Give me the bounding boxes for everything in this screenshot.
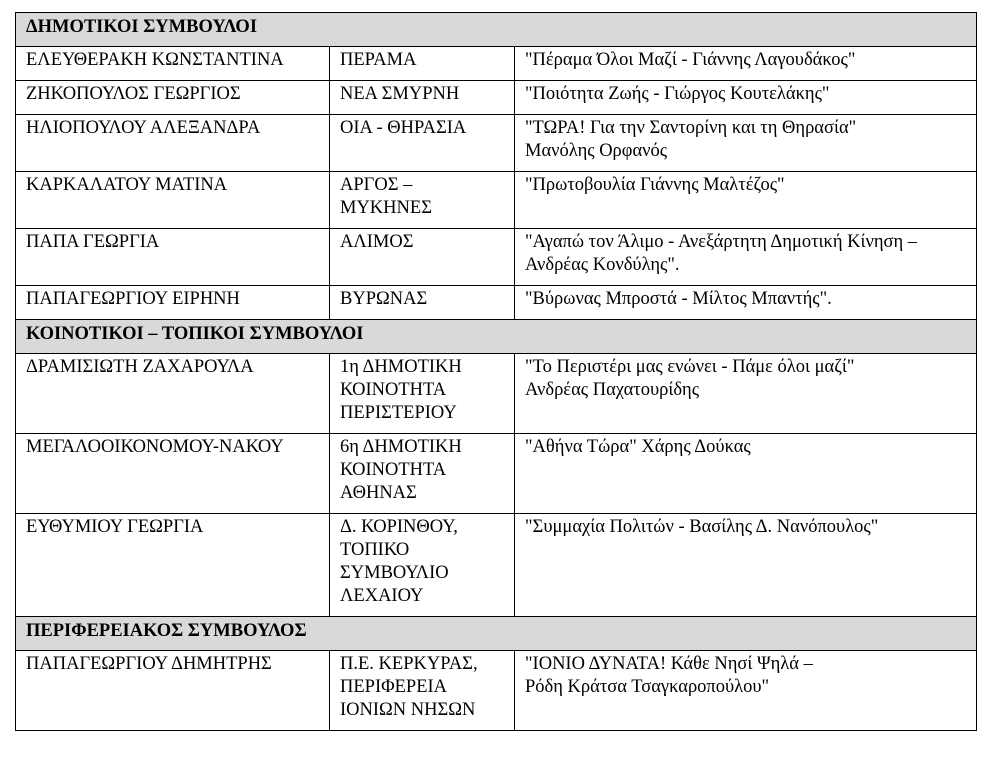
councillor-location: ΑΛΙΜΟΣ xyxy=(330,229,515,286)
table-row xyxy=(16,47,977,81)
section-title: ΔΗΜΟΤΙΚΟΙ ΣΥΜΒΟΥΛΟΙ xyxy=(16,13,977,47)
section-title: ΚΟΙΝΟΤΙΚΟΙ – ΤΟΠΙΚΟΙ ΣΥΜΒΟΥΛΟΙ xyxy=(16,320,977,354)
councillor-location: Π.Ε. ΚΕΡΚΥΡΑΣ, ΠΕΡΙΦΕΡΕΙΑ ΙΟΝΙΩΝ ΝΗΣΩΝ xyxy=(330,651,515,731)
councillor-party: "Πέραμα Όλοι Μαζί - Γιάννης Λαγουδάκος" xyxy=(515,47,977,81)
section-header-row xyxy=(16,617,977,651)
councillor-party: "Συμμαχία Πολιτών - Βασίλης Δ. Νανόπουλος" xyxy=(515,514,977,617)
councillor-party: "Πρωτοβουλία Γιάννης Μαλτέζος" xyxy=(515,172,977,229)
councillor-party: "Βύρωνας Μπροστά - Μίλτος Μπαντής". xyxy=(515,286,977,320)
councillor-location: ΒΥΡΩΝΑΣ xyxy=(330,286,515,320)
section-title: ΠΕΡΙΦΕΡΕΙΑΚΟΣ ΣΥΜΒΟΥΛΟΣ xyxy=(16,617,977,651)
councillor-party: "Το Περιστέρι μας ενώνει - Πάμε όλοι μαζί" Ανδρέας Παχατουρίδης xyxy=(515,354,977,434)
councillor-party: "ΙΟΝΙΟ ΔΥΝΑΤΑ! Κάθε Νησί Ψηλά – Ρόδη Κράτσα Τσαγκαροπούλου" xyxy=(515,651,977,731)
table-row xyxy=(16,115,977,172)
table-row xyxy=(16,651,977,731)
table-row xyxy=(16,354,977,434)
councillor-location: ΟΙΑ - ΘΗΡΑΣΙΑ xyxy=(330,115,515,172)
councillor-name: ΠΑΠΑΓΕΩΡΓΙΟΥ ΔΗΜΗΤΡΗΣ xyxy=(16,651,330,731)
councillor-party: "Αγαπώ τον Άλιμο - Ανεξάρτητη Δημοτική Κίνηση – Ανδρέας Κονδύλης". xyxy=(515,229,977,286)
table-row xyxy=(16,81,977,115)
councillor-party: "Ποιότητα Ζωής - Γιώργος Κουτελάκης" xyxy=(515,81,977,115)
councillor-party: "Αθήνα Τώρα" Χάρης Δούκας xyxy=(515,434,977,514)
councillor-location: Δ. ΚΟΡΙΝΘΟΥ, ΤΟΠΙΚΟ ΣΥΜΒΟΥΛΙΟ ΛΕΧΑΙΟΥ xyxy=(330,514,515,617)
table-row xyxy=(16,434,977,514)
table-row xyxy=(16,514,977,617)
councillor-name: ΜΕΓΑΛΟΟΙΚΟΝΟΜΟΥ-ΝΑΚΟΥ xyxy=(16,434,330,514)
section-header-row xyxy=(16,320,977,354)
councillor-location: ΑΡΓΟΣ – ΜΥΚΗΝΕΣ xyxy=(330,172,515,229)
councillor-location: 1η ΔΗΜΟΤΙΚΗ ΚΟΙΝΟΤΗΤΑ ΠΕΡΙΣΤΕΡΙΟΥ xyxy=(330,354,515,434)
councillor-name: ΕΛΕΥΘΕΡΑΚΗ ΚΩΝΣΤΑΝΤΙΝΑ xyxy=(16,47,330,81)
councillors-table xyxy=(15,12,977,731)
table-row xyxy=(16,286,977,320)
table-row xyxy=(16,229,977,286)
section-header-row xyxy=(16,13,977,47)
councillor-name: ΖΗΚΟΠΟΥΛΟΣ ΓΕΩΡΓΙΟΣ xyxy=(16,81,330,115)
councillor-name: ΠΑΠΑ ΓΕΩΡΓΙΑ xyxy=(16,229,330,286)
councillor-location: 6η ΔΗΜΟΤΙΚΗ ΚΟΙΝΟΤΗΤΑ ΑΘΗΝΑΣ xyxy=(330,434,515,514)
councillor-name: ΚΑΡΚΑΛΑΤΟΥ ΜΑΤΙΝΑ xyxy=(16,172,330,229)
councillor-name: ΠΑΠΑΓΕΩΡΓΙΟΥ ΕΙΡΗΝΗ xyxy=(16,286,330,320)
table-row xyxy=(16,172,977,229)
councillor-location: ΠΕΡΑΜΑ xyxy=(330,47,515,81)
councillor-name: ΕΥΘΥΜΙΟΥ ΓΕΩΡΓΙΑ xyxy=(16,514,330,617)
councillor-name: ΗΛΙΟΠΟΥΛΟΥ ΑΛΕΞΑΝΔΡΑ xyxy=(16,115,330,172)
councillor-location: ΝΕΑ ΣΜΥΡΝΗ xyxy=(330,81,515,115)
councillor-name: ΔΡΑΜΙΣΙΩΤΗ ΖΑΧΑΡΟΥΛΑ xyxy=(16,354,330,434)
councillor-party: "ΤΩΡΑ! Για την Σαντορίνη και τη Θηρασία" Μανόλης Ορφανός xyxy=(515,115,977,172)
